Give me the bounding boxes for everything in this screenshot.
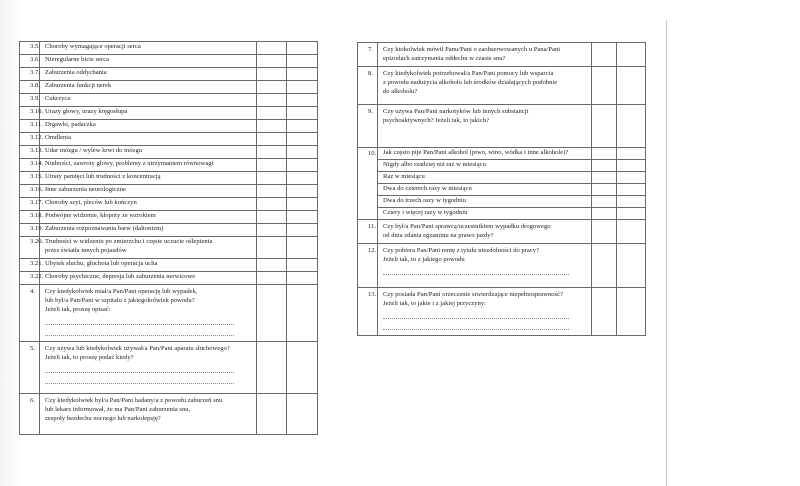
condition-label: Drgawki, padaczka xyxy=(40,120,257,133)
condition-number: 3.5. xyxy=(20,42,40,55)
condition-number: 3.18. xyxy=(20,211,40,224)
yes-checkbox-cell[interactable] xyxy=(257,237,287,259)
question-8-line-2: z powodu nadużycia alkoholu lub środków działających podobnie xyxy=(383,79,558,86)
condition-label: Nudności, zawroty głowy, problemy z utrzymaniem równowagi xyxy=(40,159,257,172)
answer-cell[interactable] xyxy=(617,148,646,160)
no-checkbox-cell[interactable] xyxy=(287,272,318,285)
no-checkbox-cell[interactable] xyxy=(287,94,318,107)
question-12-row xyxy=(358,244,646,288)
yes-checkbox-cell[interactable] xyxy=(257,211,287,224)
condition-row xyxy=(20,107,318,120)
condition-label-line-1: Trudności w widzeniu po zmierzchu i częste uczucie oślepienia xyxy=(45,238,213,245)
no-checkbox-cell[interactable] xyxy=(287,55,318,68)
right-health-questionnaire-table xyxy=(357,42,646,336)
option-checkbox-cell[interactable] xyxy=(592,196,617,208)
answer-line[interactable] xyxy=(383,268,569,275)
no-checkbox-cell[interactable] xyxy=(617,67,646,105)
condition-number: 3.15. xyxy=(20,172,40,185)
question-number: 6. xyxy=(20,394,40,435)
yes-checkbox-cell[interactable] xyxy=(257,342,287,394)
question-8-line-3: do alkoholu? xyxy=(383,88,418,95)
condition-label: Choroby wymagające operacji serca xyxy=(40,42,257,55)
question-7-text xyxy=(378,43,592,67)
yes-checkbox-cell[interactable] xyxy=(257,198,287,211)
yes-checkbox-cell[interactable] xyxy=(592,288,617,336)
yes-checkbox-cell[interactable] xyxy=(257,185,287,198)
question-8-row xyxy=(358,67,646,105)
option-checkbox-cell[interactable] xyxy=(617,172,646,184)
condition-label: Cukrzyca xyxy=(40,94,257,107)
no-checkbox-cell[interactable] xyxy=(287,159,318,172)
question-11-line-2: od dnia zdania egzaminu na prawo jazdy? xyxy=(383,232,494,239)
option-checkbox-cell[interactable] xyxy=(592,208,617,220)
condition-row xyxy=(20,68,318,81)
no-checkbox-cell[interactable] xyxy=(617,105,646,148)
yes-checkbox-cell[interactable] xyxy=(592,220,617,244)
answer-line[interactable] xyxy=(45,329,234,336)
yes-checkbox-cell[interactable] xyxy=(257,224,287,237)
option-checkbox-cell[interactable] xyxy=(617,196,646,208)
no-checkbox-cell[interactable] xyxy=(287,42,318,55)
question-12-line-1: Czy pobiera Pan/Pani rentę z tytułu niezdolności do pracy? xyxy=(383,247,540,254)
question-5-row xyxy=(20,342,318,394)
option-checkbox-cell[interactable] xyxy=(592,160,617,172)
yes-checkbox-cell[interactable] xyxy=(257,172,287,185)
no-checkbox-cell[interactable] xyxy=(287,342,318,394)
yes-checkbox-cell[interactable] xyxy=(257,94,287,107)
question-7-row xyxy=(358,43,646,67)
option-checkbox-cell[interactable] xyxy=(617,160,646,172)
condition-number: 3.21. xyxy=(20,259,40,272)
condition-number: 3.8. xyxy=(20,81,40,94)
condition-number: 3.20. xyxy=(20,237,40,259)
no-checkbox-cell[interactable] xyxy=(287,185,318,198)
question-11-text xyxy=(378,220,592,244)
condition-row xyxy=(20,94,318,107)
condition-label-line-2: przez światła innych pojazdów xyxy=(45,247,127,254)
question-number: 7. xyxy=(358,43,378,67)
yes-checkbox-cell[interactable] xyxy=(257,146,287,159)
condition-number: 3.9. xyxy=(20,94,40,107)
condition-row xyxy=(20,211,318,224)
question-number: 5. xyxy=(20,342,40,394)
no-checkbox-cell[interactable] xyxy=(287,146,318,159)
question-9-text xyxy=(378,105,592,148)
question-6-line-2: lub lekarz informował, że ma Pan/Pani zaburzenia snu, xyxy=(45,406,191,413)
question-11-row xyxy=(358,220,646,244)
condition-number: 3.22. xyxy=(20,272,40,285)
yes-checkbox-cell[interactable] xyxy=(592,244,617,288)
no-checkbox-cell[interactable] xyxy=(287,211,318,224)
question-9-row xyxy=(358,105,646,148)
no-checkbox-cell[interactable] xyxy=(287,172,318,185)
condition-label: Urazy głowy, urazy kręgosłupa xyxy=(40,107,257,120)
question-13-line-1: Czy posiada Pan/Pani orzeczenie stwierdzające niepełnosprawność? xyxy=(383,291,563,298)
option-checkbox-cell[interactable] xyxy=(592,172,617,184)
condition-label: Zaburzenia rozpoznawania barw (daltonizm) xyxy=(40,224,257,237)
question-5-text xyxy=(40,342,257,394)
yes-checkbox-cell[interactable] xyxy=(257,133,287,146)
condition-number: 3.14. xyxy=(20,159,40,172)
no-checkbox-cell[interactable] xyxy=(287,285,318,342)
page-fold-line xyxy=(666,20,667,486)
condition-label xyxy=(40,237,257,259)
answer-line[interactable] xyxy=(45,318,234,325)
condition-number: 3.13. xyxy=(20,146,40,159)
no-checkbox-cell[interactable] xyxy=(287,120,318,133)
no-checkbox-cell[interactable] xyxy=(617,244,646,288)
option-checkbox-cell[interactable] xyxy=(592,184,617,196)
yes-checkbox-cell[interactable] xyxy=(257,68,287,81)
question-7-line-2: epizodach zatrzymania oddechu w czasie snu? xyxy=(383,55,506,62)
question-9-line-2: psychoaktywnych? Jeżeli tak, to jakich? xyxy=(383,117,490,124)
answer-cell[interactable] xyxy=(592,148,617,160)
condition-number: 3.6. xyxy=(20,55,40,68)
condition-row xyxy=(20,237,318,259)
question-9-line-1: Czy używa Pan/Pani narkotyków lub innych substancji xyxy=(383,108,529,115)
question-number: 13. xyxy=(358,288,378,336)
condition-number: 3.10. xyxy=(20,107,40,120)
answer-line[interactable] xyxy=(383,323,569,330)
no-checkbox-cell[interactable] xyxy=(617,288,646,336)
yes-checkbox-cell[interactable] xyxy=(592,43,617,67)
question-12-text xyxy=(378,244,592,288)
question-number: 11. xyxy=(358,220,378,244)
condition-row xyxy=(20,259,318,272)
question-6-line-1: Czy kiedykolwiek był/a Pan/Pani badany/a z powodu zaburzeń snu xyxy=(45,397,223,404)
condition-row xyxy=(20,81,318,94)
answer-line[interactable] xyxy=(45,377,234,384)
condition-row xyxy=(20,198,318,211)
yes-checkbox-cell[interactable] xyxy=(257,272,287,285)
yes-checkbox-cell[interactable] xyxy=(592,105,617,148)
alcohol-option-label: Cztery i więcej razy w tygodniu xyxy=(378,208,592,220)
question-11-line-1: Czy był/a Pan/Pani sprawcą/uczestnikiem wypadku drogowego xyxy=(383,223,551,230)
yes-checkbox-cell[interactable] xyxy=(257,285,287,342)
yes-checkbox-cell[interactable] xyxy=(257,259,287,272)
condition-row xyxy=(20,55,318,68)
question-number: 4. xyxy=(20,285,40,342)
question-6-text xyxy=(40,394,257,435)
yes-checkbox-cell[interactable] xyxy=(257,159,287,172)
condition-label: Choroby psychiczne, depresja lub zaburzenia nerwicowe xyxy=(40,272,257,285)
question-13-line-2: Jeżeli tak, to jakie i z jakiej przyczyny: xyxy=(383,300,486,307)
condition-row xyxy=(20,172,318,185)
question-4-line-2: lub był/a Pan/Pani w szpitalu z jakiegokolwiek powodu? xyxy=(45,297,195,304)
condition-row xyxy=(20,224,318,237)
no-checkbox-cell[interactable] xyxy=(287,107,318,120)
question-8-line-1: Czy kiedykolwiek potrzebował/a Pan/Pani pomocy lub wsparcia xyxy=(383,70,554,77)
question-13-row xyxy=(358,288,646,336)
condition-row xyxy=(20,146,318,159)
question-7-line-1: Czy ktokolwiek mówił Panu/Pani o zaobserwowanych u Pana/Pani xyxy=(383,46,561,53)
no-checkbox-cell[interactable] xyxy=(617,220,646,244)
question-number: 10. xyxy=(358,148,378,220)
question-number: 8. xyxy=(358,67,378,105)
condition-label: Podwójne widzenie, kłopoty ze wzrokiem xyxy=(40,211,257,224)
condition-label: Utraty pamięci lub trudności z koncentracją xyxy=(40,172,257,185)
question-4-line-1: Czy kiedykolwiek miał/a Pan/Pani operację lub wypadek, xyxy=(45,288,198,295)
condition-row xyxy=(20,272,318,285)
alcohol-option-label: Dwa do trzech razy w tygodniu xyxy=(378,196,592,208)
yes-checkbox-cell[interactable] xyxy=(257,120,287,133)
option-checkbox-cell[interactable] xyxy=(617,184,646,196)
yes-checkbox-cell[interactable] xyxy=(257,81,287,94)
question-5-line-1: Czy używa lub kiedykolwiek używał/a Pan/Pani aparatu słuchowego? xyxy=(45,345,230,352)
alcohol-option-label: Nigdy albo rzadziej niż raz w miesiącu xyxy=(378,160,592,172)
answer-line[interactable] xyxy=(45,366,234,373)
yes-checkbox-cell[interactable] xyxy=(257,55,287,68)
question-8-text xyxy=(378,67,592,105)
condition-row xyxy=(20,159,318,172)
alcohol-option-label: Dwa do czterech razy w miesiącu xyxy=(378,184,592,196)
no-checkbox-cell[interactable] xyxy=(287,394,318,435)
alcohol-option-row xyxy=(358,172,646,184)
no-checkbox-cell[interactable] xyxy=(287,133,318,146)
question-number: 9. xyxy=(358,105,378,148)
condition-number: 3.11. xyxy=(20,120,40,133)
condition-label: Ubytek słuchu, głuchota lub operacja ucha xyxy=(40,259,257,272)
question-5-line-2: Jeżeli tak, to proszę podać kiedy? xyxy=(45,354,134,361)
condition-number: 3.12. xyxy=(20,133,40,146)
yes-checkbox-cell[interactable] xyxy=(257,107,287,120)
alcohol-option-label: Raz w miesiącu xyxy=(378,172,592,184)
question-4-line-3: Jeżeli tak, proszę opisać: xyxy=(45,306,111,313)
condition-number: 3.17. xyxy=(20,198,40,211)
question-number: 12. xyxy=(358,244,378,288)
condition-label: Udar mózgu / wylew krwi do mózgu xyxy=(40,146,257,159)
condition-number: 3.16. xyxy=(20,185,40,198)
condition-label: Omdlenia xyxy=(40,133,257,146)
condition-number: 3.19. xyxy=(20,224,40,237)
condition-label: Nieregularne bicie serca xyxy=(40,55,257,68)
condition-row xyxy=(20,185,318,198)
yes-checkbox-cell[interactable] xyxy=(592,67,617,105)
condition-label: Zaburzenia funkcji nerek xyxy=(40,81,257,94)
alcohol-option-row xyxy=(358,184,646,196)
question-4-text xyxy=(40,285,257,342)
question-12-line-2: Jeżeli tak, to z jakiego powodu xyxy=(383,256,465,263)
yes-checkbox-cell[interactable] xyxy=(257,394,287,435)
no-checkbox-cell[interactable] xyxy=(617,43,646,67)
question-6-line-3: zespoły bezdechu nocnego lub narkolepsję? xyxy=(45,415,161,422)
condition-row xyxy=(20,42,318,55)
question-10-text: Jak często pije Pan/Pani alkohol (piwo, wino, wódka i inne alkohole)? xyxy=(378,148,592,160)
yes-checkbox-cell[interactable] xyxy=(257,42,287,55)
no-checkbox-cell[interactable] xyxy=(287,68,318,81)
condition-number: 3.7. xyxy=(20,68,40,81)
question-6-row xyxy=(20,394,318,435)
condition-label: Choroby szyi, pleców lub kończyn xyxy=(40,198,257,211)
condition-label: Inne zaburzenia neurologiczne xyxy=(40,185,257,198)
question-13-text xyxy=(378,288,592,336)
alcohol-option-row xyxy=(358,160,646,172)
left-health-questionnaire-table xyxy=(19,41,318,435)
condition-row xyxy=(20,120,318,133)
no-checkbox-cell[interactable] xyxy=(287,81,318,94)
no-checkbox-cell[interactable] xyxy=(287,224,318,237)
alcohol-option-row xyxy=(358,208,646,220)
answer-line[interactable] xyxy=(383,312,569,319)
condition-label: Zaburzenia oddychania xyxy=(40,68,257,81)
condition-row xyxy=(20,133,318,146)
no-checkbox-cell[interactable] xyxy=(287,198,318,211)
no-checkbox-cell[interactable] xyxy=(287,237,318,259)
question-10-row xyxy=(358,148,646,160)
question-4-row xyxy=(20,285,318,342)
alcohol-option-row xyxy=(358,196,646,208)
option-checkbox-cell[interactable] xyxy=(617,208,646,220)
no-checkbox-cell[interactable] xyxy=(287,259,318,272)
